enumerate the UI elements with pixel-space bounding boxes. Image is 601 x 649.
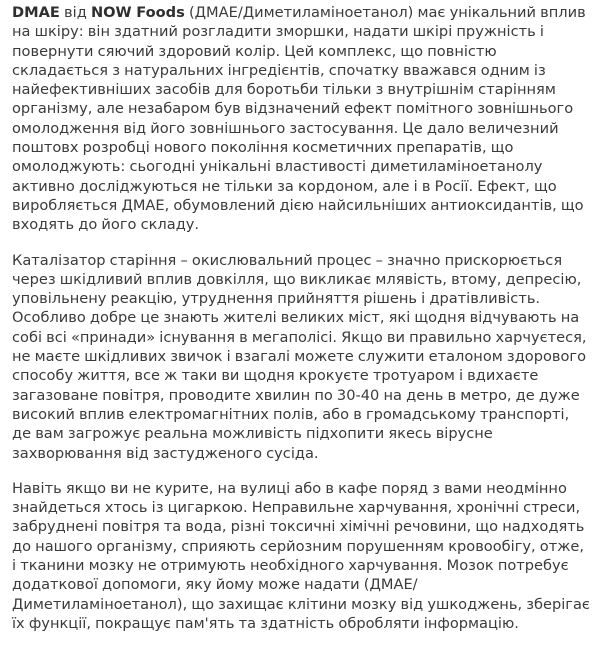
connector-text: від <box>59 4 91 21</box>
article-body <box>12 3 590 649</box>
brand-name: NOW Foods <box>90 4 185 21</box>
paragraph-1-text: (ДМАЕ/Диметиламіноетанол) має унікальний вплив на шкіру: він здатний розгладити зморшки, надати шкірі пружність і повернути сяючий здоровий колір. Цей комплекс, що повністю складається з натуральних інгредієнтів, спочатку вважався одним із найефективніших засобів для боротьби тільки з внутрішнім старінням організму, але незабаром був відзначений ефект помітного зовнішнього омолодження від його зовнішнього застосування. Це дало величезний поштовх розробці нового покоління косметичних препаратів, що омолоджують: сьогодні унікальні властивості диметиламіноетанолу активно досліджуються не тільки за кордоном, але і в Росії. Ефект, що виробляється ДМАЕ, обумовлений дією найсильніших антиоксидантів, що входять до його складу. <box>12 4 586 234</box>
article-paragraph-2: Каталізатор старіння – окислювальний процес – значно прискорюється через шкідливий вплив довкілля, що викликає млявість, втому, депресію, уповільнену реакцію, утруднення прийняття рішень і дратівливість. Особливо добре це знають жителі великих міст, які щодня відчувають на собі всі «принади» існування в мегаполісі. Якщо ви правильно харчуєтеся, не маєте шкідливих звичок і взагалі можете служити еталоном здорового способу життя, все ж таки ви щодня крокуєте тротуаром і вдихаєте загазоване повітря, проводите хвилин по 30-40 на день в метро, де дуже високий вплив електромагнітних полів, або в громадському транспорті, де вам загрожує реальна можливість підхопити якесь вірусне захворювання від застудженого сусіда. <box>12 251 587 462</box>
product-name: DMAE <box>12 4 60 21</box>
article-paragraph-3: Навіть якщо ви не курите, на вулиці або в кафе поряд з вами неодмінно знайдеться хтось із цигаркою. Неправильне харчування, хронічні стреси, забруднені повітря та вода, різні токсичні хімічні речовини, що надходять до нашого організму, сприяють серйозним порушенням кровообігу, отже, і тканини мозку не отримують необхідного харчування. Мозок потребує додаткової допомоги, яку йому може надати (ДМАЕ/Диметиламіноетанол), що захищає клітини мозку від ушкоджень, зберігає їх функції, покращує пам'ять та здатність обробляти інформацію. <box>12 479 590 632</box>
article-paragraph-1 <box>12 3 590 235</box>
